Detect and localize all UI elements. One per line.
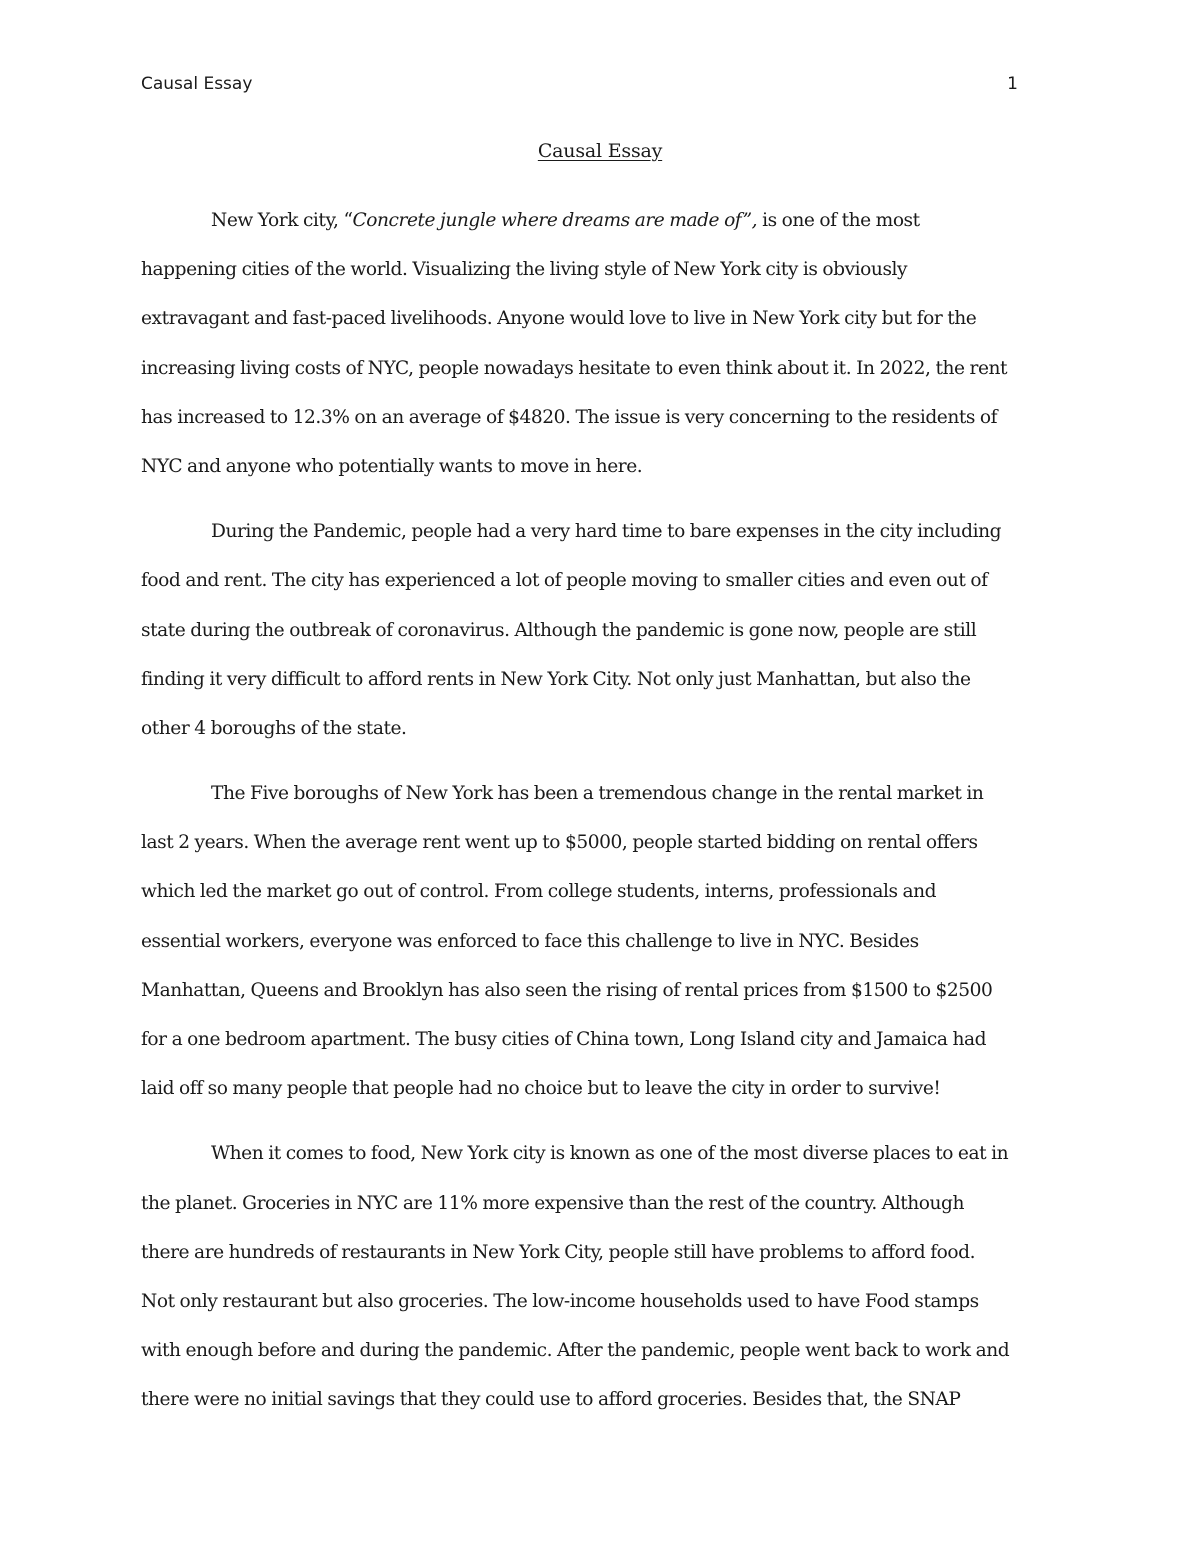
essay-body: [141, 196, 1061, 1425]
running-head: Causal Essay: [141, 74, 253, 94]
text-line: happening cities of the world. Visualizing the living style of New York city is obviously: [141, 259, 908, 281]
text-line: During the Pandemic, people had a very hard time to bare expenses in the city including: [211, 521, 1002, 543]
text-run: New York city, “: [211, 210, 353, 231]
paragraph: [141, 1129, 1061, 1424]
text-line: there were no initial savings that they could use to afford groceries. Besides that, the SNAP: [141, 1389, 961, 1411]
text-line: essential workers, everyone was enforced to face this challenge to live in NYC. Besides: [141, 930, 919, 952]
text-line: When it comes to food, New York city is known as one of the most diverse places to eat in: [211, 1143, 1009, 1165]
text-run: is one of the most: [757, 210, 920, 231]
essay-title: Causal Essay: [537, 140, 663, 162]
text-line: [141, 196, 1061, 245]
text-line: laid off so many people that people had no choice but to leave the city in order to survive!: [141, 1078, 941, 1100]
text-line: Not only restaurant but also groceries. The low-income households used to have Food stamps: [141, 1290, 979, 1312]
text-line: which led the market go out of control. From college students, interns, professionals and: [141, 881, 937, 903]
paragraph: [141, 507, 1061, 753]
paragraph: [141, 769, 1061, 1113]
text-line: food and rent. The city has experienced a lot of people moving to smaller cities and even out of: [141, 570, 988, 592]
text-line: last 2 years. When the average rent went up to $5000, people started bidding on rental offers: [141, 832, 978, 854]
text-line: with enough before and during the pandemic. After the pandemic, people went back to work and: [141, 1340, 1010, 1362]
text-line: Manhattan, Queens and Brooklyn has also seen the rising of rental prices from $1500 to $2500: [141, 979, 993, 1001]
page-header: [141, 74, 1018, 100]
text-line: there are hundreds of restaurants in New York City, people still have problems to afford food.: [141, 1241, 976, 1263]
paragraph: [141, 196, 1061, 491]
text-line: for a one bedroom apartment. The busy cities of China town, Long Island city and Jamaica had: [141, 1029, 987, 1050]
page-number: 1: [1007, 74, 1018, 94]
italic-quote: Concrete jungle where dreams are made of”,: [352, 210, 758, 231]
text-line: NYC and anyone who potentially wants to move in here.: [141, 455, 643, 477]
text-line: has increased to 12.3% on an average of $4820. The issue is very concerning to the residents of: [141, 406, 998, 428]
text-line: finding it very difficult to afford rents in New York City. Not only just Manhattan, but also the: [141, 668, 971, 690]
text-line: extravagant and fast-paced livelihoods. Anyone would love to live in New York city but for the: [141, 308, 977, 330]
text-line: other 4 boroughs of the state.: [141, 717, 407, 739]
text-line: state during the outbreak of coronavirus. Although the pandemic is gone now, people are still: [141, 619, 977, 641]
text-line: increasing living costs of NYC, people nowadays hesitate to even think about it. In 2022, the rent: [141, 357, 1008, 379]
text-line: the planet. Groceries in NYC are 11% more expensive than the rest of the country. Although: [141, 1192, 965, 1214]
text-line: The Five boroughs of New York has been a tremendous change in the rental market in: [211, 783, 984, 805]
